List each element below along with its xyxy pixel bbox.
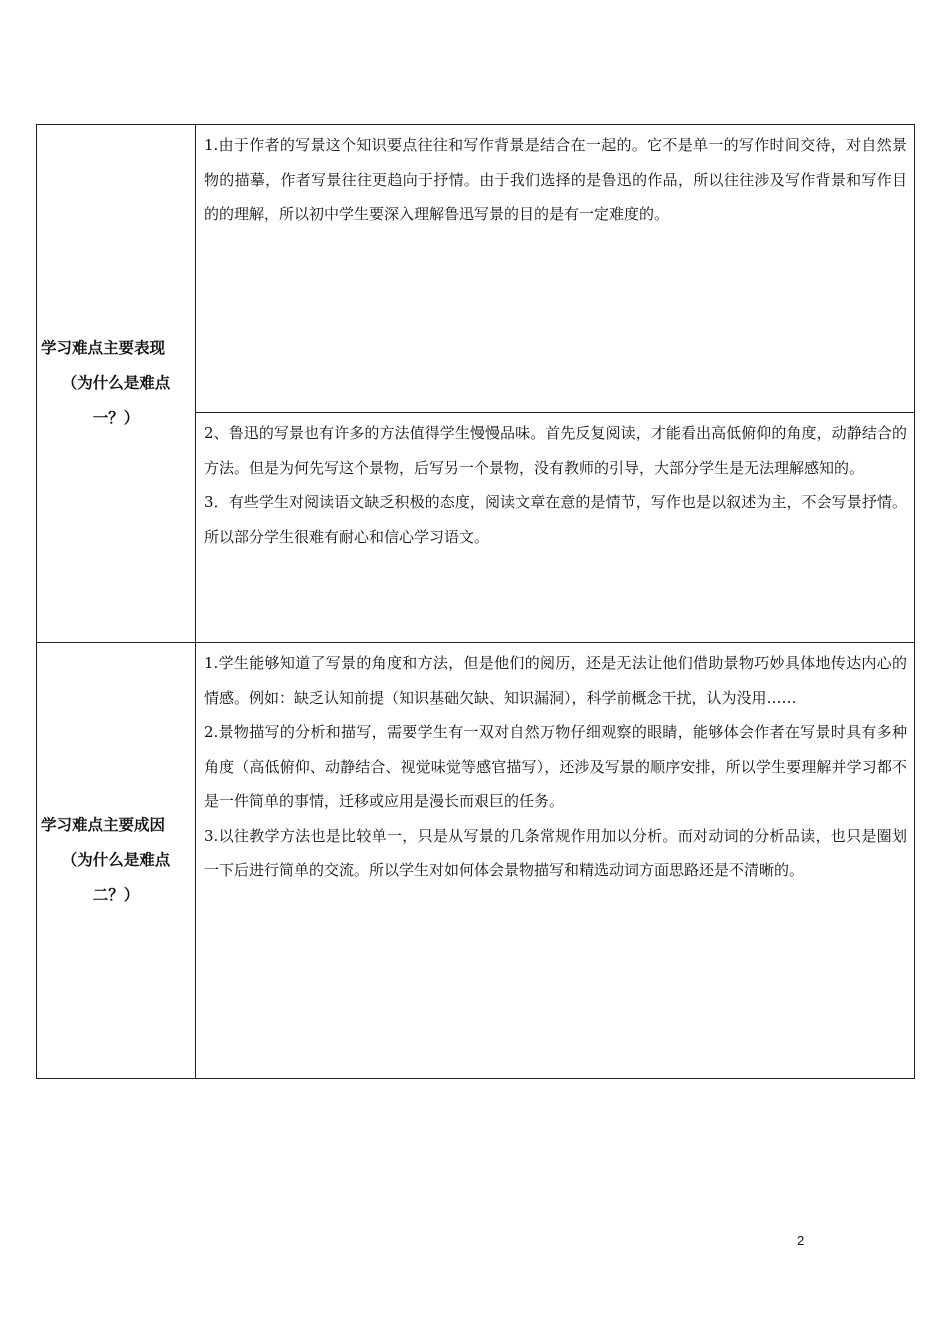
content-cell bbox=[196, 413, 915, 643]
paragraph: 2.景物描写的分析和描写，需要学生有一双对自然万物仔细观察的眼睛，能够体会作者在写景时具有多种角度（高低俯仰、动静结合、视觉味觉等感官描写），还涉及写景的顺序安排，所以学生要理解并学习都不是一件简单的事情，迁移或应用是漫长而艰巨的任务。 bbox=[204, 723, 907, 810]
content-cell bbox=[196, 643, 915, 1079]
row-header-line: 一？） bbox=[92, 409, 140, 427]
paragraph: 3.以往教学方法也是比较单一，只是从写景的几条常规作用加以分析。而对动词的分析品读，也只是圈划一下后进行简单的交流。所以学生对如何体会景物描写和精选动词方面思路还是不清晰的。 bbox=[204, 826, 907, 879]
page-number: 2 bbox=[797, 1233, 805, 1248]
paragraph: 1.学生能够知道了写景的角度和方法，但是他们的阅历，还是无法让他们借助景物巧妙具体地传达内心的情感。例如：缺乏认知前提（知识基础欠缺、知识漏洞），科学前概念干扰，认为没用…… bbox=[204, 654, 907, 707]
row-header-line: （为什么是难点 bbox=[61, 374, 171, 392]
row-header-manifestation bbox=[37, 125, 196, 643]
paragraph: 1.由于作者的写景这个知识要点往往和写作背景是结合在一起的。它不是单一的写作时间交待，对自然景物的描摹，作者写景往往更趋向于抒情。由于我们选择的是鲁迅的作品，所以往往涉及写作背景和写作目的的理解，所以初中学生要深入理解鲁迅写景的目的是有一定难度的。 bbox=[204, 136, 907, 223]
paragraph: 2、鲁迅的写景也有许多的方法值得学生慢慢品味。首先反复阅读，才能看出高低俯仰的角度，动静结合的方法。但是为何先写这个景物，后写另一个景物，没有教师的引导，大部分学生是无法理解感知的。 bbox=[204, 424, 907, 477]
row-header-cause bbox=[37, 643, 196, 1079]
row-header-line: 学习难点主要成因 bbox=[41, 816, 166, 834]
difficulty-table bbox=[36, 124, 915, 1079]
table-row bbox=[37, 125, 915, 413]
row-header-line: 二？） bbox=[92, 886, 140, 904]
row-header-line: 学习难点主要表现 bbox=[41, 339, 166, 357]
content-cell bbox=[196, 125, 915, 413]
row-header-line: （为什么是难点 bbox=[61, 851, 171, 869]
paragraph: 3．有些学生对阅读语文缺乏积极的态度，阅读文章在意的是情节，写作也是以叙述为主，不会写景抒情。所以部分学生很难有耐心和信心学习语文。 bbox=[204, 493, 907, 546]
table-row bbox=[37, 643, 915, 1079]
